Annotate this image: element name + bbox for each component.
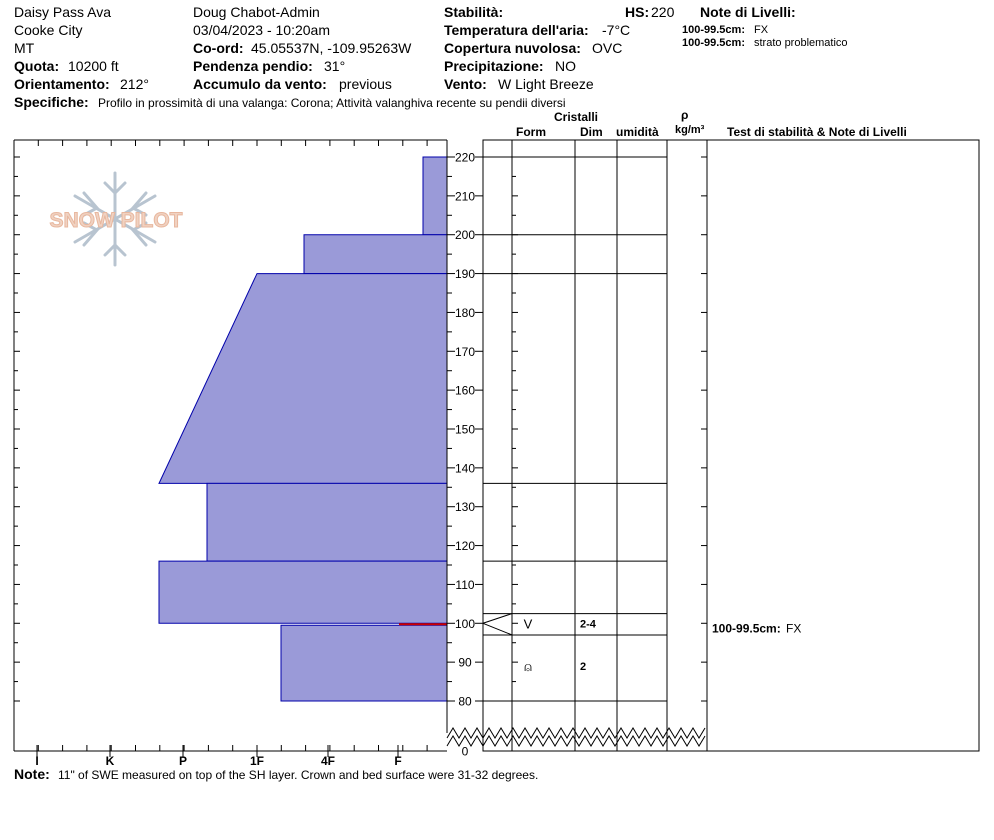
precip-label: Precipitazione: xyxy=(444,58,544,74)
density-symbol: ρ xyxy=(681,108,689,122)
area-name: Cooke City xyxy=(14,22,83,38)
slope-label: Pendenza pendio: xyxy=(193,58,313,74)
crystals-header: Cristalli xyxy=(554,110,599,124)
hardness-tick-label: F xyxy=(394,754,402,768)
break-zigzag xyxy=(447,728,705,738)
grain-rows xyxy=(524,616,597,674)
grain-form: V xyxy=(523,616,533,632)
height-tick-label: 160 xyxy=(454,383,476,398)
hardness-layer xyxy=(281,625,447,701)
sky-value: OVC xyxy=(592,40,623,56)
hs-label: HS: xyxy=(625,4,650,20)
moisture-header: umidità xyxy=(616,125,659,139)
break-zigzag xyxy=(447,736,705,746)
slope-value: 31° xyxy=(324,58,346,74)
stability-label: Stabilità: xyxy=(444,4,504,20)
hardness-tick-label: P xyxy=(178,754,188,768)
location-name: Daisy Pass Ava xyxy=(14,4,112,20)
aspect-value: 212° xyxy=(120,76,149,92)
height-tick-label: 220 xyxy=(454,150,476,165)
note-text: 11" of SWE measured on top of the SH layer. Crown and bed surface were 31-32 degrees. xyxy=(58,768,539,782)
height-tick-label: 190 xyxy=(454,267,476,282)
elevation-label: Quota: xyxy=(14,58,60,74)
hardness-tick-label: I xyxy=(35,754,39,768)
stability-notes-header: Test di stabilità & Note di Livelli xyxy=(727,125,907,139)
height-tick-label: 210 xyxy=(454,189,476,204)
specifics-label: Specifiche: xyxy=(14,94,89,110)
specifics-text: Profilo in prossimità di una valanga: Corona; Attività valanghiva recente su pendii diversi xyxy=(98,96,566,110)
snowpilot-logo xyxy=(50,173,183,265)
grain-size: 2 xyxy=(580,661,587,674)
boundary-connector xyxy=(483,623,512,635)
boundary-connector xyxy=(483,614,512,624)
hardness-tick-label: 1F xyxy=(249,754,265,768)
hardness-layer xyxy=(304,235,447,274)
observation-datetime: 03/04/2023 - 10:20am xyxy=(193,22,330,38)
height-tick-label: 80 xyxy=(458,694,472,709)
form-header: Form xyxy=(516,125,546,139)
air-temp-value: -7°C xyxy=(602,22,631,38)
axis-break xyxy=(447,728,705,746)
hardness-layer xyxy=(159,561,447,623)
layer-note-1-range: 100-99.5cm: xyxy=(682,24,745,36)
height-tick-label: 150 xyxy=(454,422,476,437)
grain-form: ⍝ xyxy=(524,659,532,675)
precip-value: NO xyxy=(555,58,576,74)
wind-loading-label: Accumulo da vento: xyxy=(193,76,327,92)
height-tick-label: 100 xyxy=(454,616,476,631)
height-tick-label: 110 xyxy=(455,577,475,592)
density-unit: kg/m³ xyxy=(675,124,705,136)
sky-label: Copertura nuvolosa: xyxy=(444,40,581,56)
coords-label: Co-ord: xyxy=(193,40,244,56)
logo-text: SNOW PILOT xyxy=(49,209,183,232)
size-header: Dim xyxy=(580,125,603,139)
wind-label: Vento: xyxy=(444,76,487,92)
wind-value: W Light Breeze xyxy=(498,76,594,92)
hardness-layer xyxy=(159,274,447,484)
layer-note-2-text: strato problematico xyxy=(754,37,848,49)
hardness-layer xyxy=(207,483,447,561)
state-name: MT xyxy=(14,40,35,56)
height-tick-label: 140 xyxy=(454,461,476,476)
layer-note-2-range: 100-99.5cm: xyxy=(682,37,745,49)
hardness-tick-label: K xyxy=(105,754,115,768)
height-tick-label: 120 xyxy=(454,539,476,554)
hardness-layer xyxy=(423,157,447,235)
stability-notes xyxy=(712,621,801,635)
elevation-value: 10200 ft xyxy=(68,58,119,74)
stability-note-range: 100-99.5cm: xyxy=(712,621,781,636)
layer-notes-label: Note di Livelli: xyxy=(700,4,796,20)
height-tick-label: 0 xyxy=(461,744,469,759)
hs-value: 220 xyxy=(651,4,675,20)
note-label: Note: xyxy=(14,766,50,782)
height-tick-label: 200 xyxy=(454,228,476,243)
height-tick-label: 130 xyxy=(454,500,476,515)
observer-name: Doug Chabot-Admin xyxy=(193,4,320,20)
stability-note-text: FX xyxy=(786,621,802,636)
air-temp-label: Temperatura dell'aria: xyxy=(444,22,589,38)
height-tick-label: 90 xyxy=(458,655,472,670)
coords-value: 45.05537N, -109.95263W xyxy=(251,40,412,56)
aspect-label: Orientamento: xyxy=(14,76,110,92)
height-tick-label: 180 xyxy=(454,305,476,320)
hardness-layers xyxy=(159,157,447,701)
height-tick-label: 170 xyxy=(454,344,476,359)
wind-loading-value: previous xyxy=(339,76,392,92)
grain-size: 2-4 xyxy=(580,618,596,631)
layer-note-1-text: FX xyxy=(754,24,769,36)
hardness-tick-label: 4F xyxy=(320,754,336,768)
